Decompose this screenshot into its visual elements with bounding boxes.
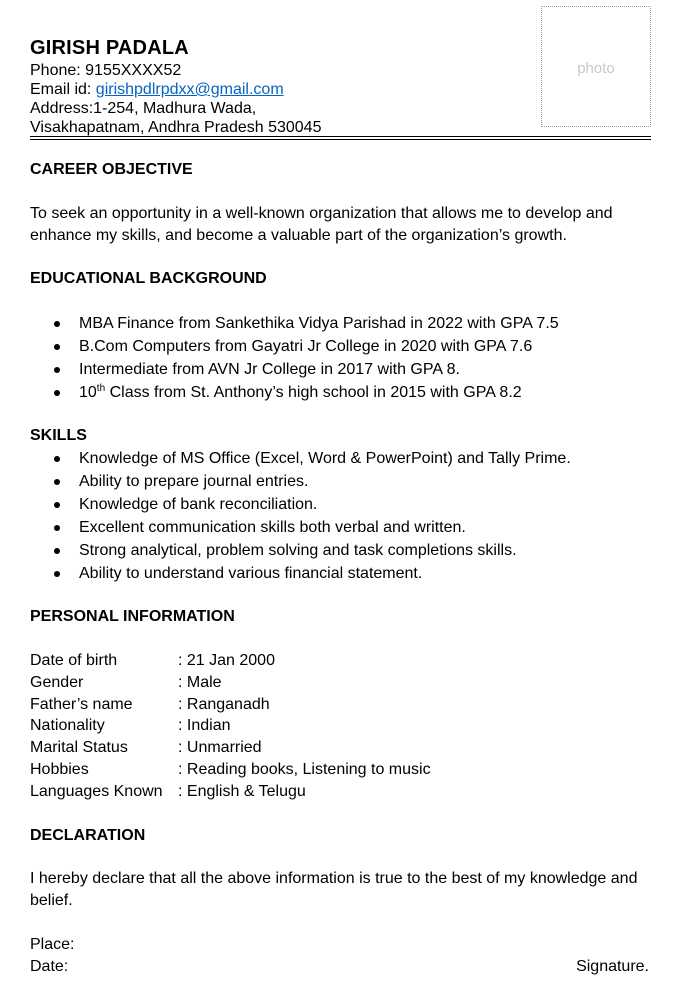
career-objective-text: To seek an opportunity in a well-known organization that allows me to develop and enhance my skills, and become a valuable part of the organization’s growth. <box>30 205 613 244</box>
resume-header <box>30 36 550 137</box>
skills-heading: SKILLS <box>30 427 87 444</box>
email-link[interactable]: girishpdlrpdxx@gmail.com <box>95 81 284 98</box>
photo-placeholder <box>541 6 651 127</box>
table-row: Date of birth : 21 Jan 2000 <box>30 652 275 669</box>
phone-line: Phone: 9155XXXX52 <box>30 62 182 79</box>
skills-list <box>30 447 650 585</box>
bullet-icon <box>54 525 60 531</box>
candidate-name: GIRISH PADALA <box>30 37 189 59</box>
header-divider-thick <box>30 139 651 140</box>
header-divider-thin <box>30 136 651 137</box>
bullet-icon <box>54 456 60 462</box>
declaration-text: I hereby declare that all the above information is true to the best of my knowledge and belief. <box>30 870 638 909</box>
education-heading: EDUCATIONAL BACKGROUND <box>30 270 267 287</box>
list-item: 10th Class from St. Anthony’s high school in 2015 with GPA 8.2 <box>30 381 650 404</box>
table-row: Hobbies : Reading books, Listening to music <box>30 760 431 778</box>
list-item: Intermediate from AVN Jr College in 2017 with GPA 8. <box>30 358 650 381</box>
table-row: Gender : Male <box>30 673 222 691</box>
list-item: Excellent communication skills both verbal and written. <box>30 516 650 539</box>
signature-label: Signature. <box>576 958 649 975</box>
table-row: Father’s name : Ranganadh <box>30 695 270 713</box>
bullet-icon <box>54 548 60 554</box>
bullet-icon <box>54 390 60 396</box>
email-label: Email id: <box>30 81 96 98</box>
list-item: Knowledge of MS Office (Excel, Word & PowerPoint) and Tally Prime. <box>30 447 650 470</box>
list-item: Knowledge of bank reconciliation. <box>30 493 650 516</box>
address-line-2: Visakhapatnam, Andhra Pradesh 530045 <box>30 119 322 136</box>
email-line <box>30 80 550 99</box>
table-row: Nationality : Indian <box>30 717 231 735</box>
list-item: B.Com Computers from Gayatri Jr College in 2020 with GPA 7.6 <box>30 335 650 358</box>
personal-info-heading: PERSONAL INFORMATION <box>30 608 235 625</box>
bullet-icon <box>54 502 60 508</box>
bullet-icon <box>54 571 60 577</box>
address-line-1: Address:1-254, Madhura Wada, <box>30 100 257 117</box>
list-item: Strong analytical, problem solving and task completions skills. <box>30 539 650 562</box>
bullet-icon <box>54 367 60 373</box>
table-row: Languages Known : English & Telugu <box>30 782 306 800</box>
declaration-heading: DECLARATION <box>30 827 146 844</box>
career-objective-heading: CAREER OBJECTIVE <box>30 161 193 178</box>
photo-placeholder-label: photo <box>577 60 615 77</box>
date-label: Date: <box>30 958 69 975</box>
bullet-icon <box>54 344 60 350</box>
list-item: Ability to understand various financial statement. <box>30 562 650 585</box>
list-item: Ability to prepare journal entries. <box>30 470 650 493</box>
bullet-icon <box>54 321 60 327</box>
list-item: MBA Finance from Sankethika Vidya Parishad in 2022 with GPA 7.5 <box>30 312 650 335</box>
place-label: Place: <box>30 936 75 953</box>
personal-info-table <box>30 650 431 803</box>
bullet-icon <box>54 479 60 485</box>
education-list <box>30 312 650 404</box>
table-row: Marital Status : Unmarried <box>30 739 262 757</box>
